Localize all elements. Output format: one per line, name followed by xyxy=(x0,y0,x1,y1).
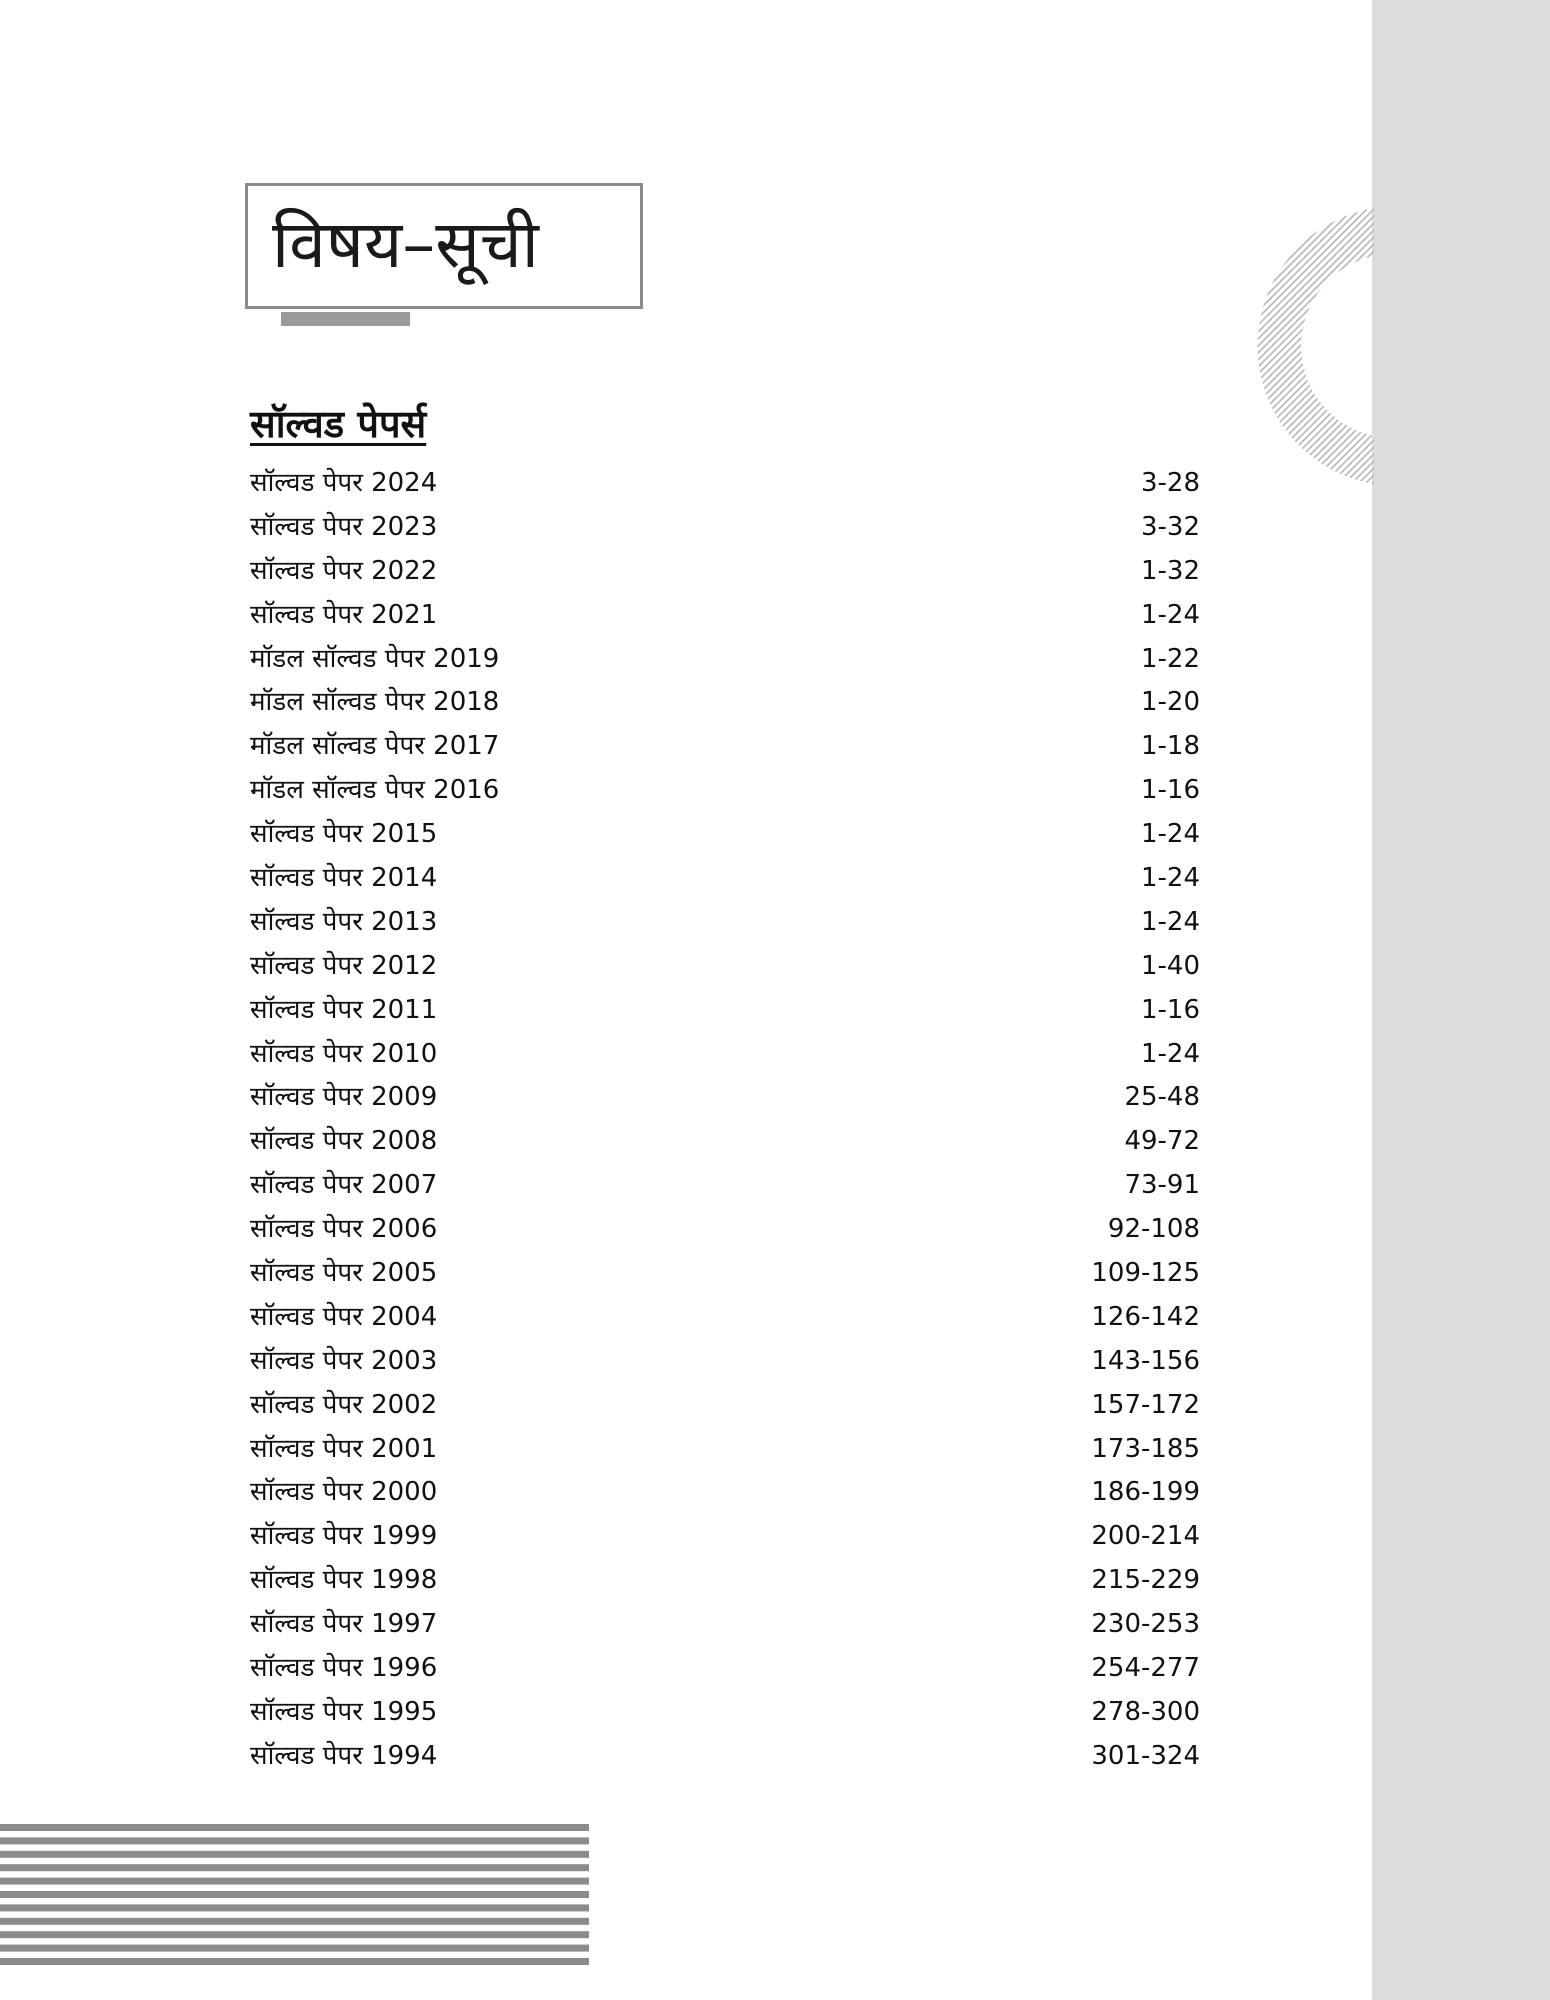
toc-entry xyxy=(250,1164,1200,1208)
toc-entry xyxy=(250,594,1200,638)
toc-entry-label: सॉल्वड पेपर 2015 xyxy=(250,819,438,850)
toc-entry xyxy=(250,1428,1200,1472)
toc-entry xyxy=(250,550,1200,594)
hatched-arc-decoration xyxy=(1228,208,1374,484)
toc-entry-label: सॉल्वड पेपर 2002 xyxy=(250,1389,438,1420)
toc-entry-label: सॉल्वड पेपर 2014 xyxy=(250,863,438,894)
striped-decoration xyxy=(0,1824,589,1972)
toc-entry-pages: 73-91 xyxy=(1124,1170,1200,1201)
toc-entry xyxy=(250,725,1200,769)
toc-entry-pages: 3-32 xyxy=(1140,511,1200,542)
toc-entry-pages: 3-28 xyxy=(1140,468,1200,498)
toc-entry-label: सॉल्वड पेपर 2003 xyxy=(250,1345,438,1376)
toc-entry-label: सॉल्वड पेपर 2021 xyxy=(250,599,438,630)
toc-entry-label: सॉल्वड पेपर 2004 xyxy=(250,1301,438,1332)
toc-entry xyxy=(250,857,1200,901)
toc-entry xyxy=(250,769,1200,813)
toc-entry xyxy=(250,1515,1200,1559)
toc-entry-pages: 230-253 xyxy=(1091,1609,1200,1640)
toc-entry xyxy=(250,901,1200,945)
toc-entry-pages: 200-214 xyxy=(1091,1521,1200,1552)
toc-entry xyxy=(250,1033,1200,1077)
toc-entry-label: सॉल्वड पेपर 2006 xyxy=(250,1214,438,1245)
toc-entry-pages: 301-324 xyxy=(1091,1740,1200,1771)
toc-entry-pages: 126-142 xyxy=(1091,1301,1200,1332)
toc-entry xyxy=(250,1076,1200,1120)
toc-entry-pages: 143-156 xyxy=(1091,1345,1200,1376)
toc-entry xyxy=(250,1208,1200,1252)
toc-entry-pages: 254-277 xyxy=(1091,1653,1200,1684)
toc-entry-label: सॉल्वड पेपर 2001 xyxy=(250,1433,438,1464)
toc-entry xyxy=(250,813,1200,857)
toc-entry xyxy=(250,1120,1200,1164)
toc-entry-label: सॉल्वड पेपर 2022 xyxy=(250,555,438,586)
toc-entry xyxy=(250,1735,1200,1779)
toc-entry-label: मॉडल सॉल्वड पेपर 2018 xyxy=(250,687,500,718)
toc-entry-label: मॉडल सॉल्वड पेपर 2017 xyxy=(250,731,500,762)
side-band xyxy=(1372,0,1550,2000)
toc-entry xyxy=(250,506,1200,550)
toc-entry xyxy=(250,681,1200,725)
toc-entry xyxy=(250,638,1200,682)
toc-entry xyxy=(250,462,1200,506)
toc-entry-pages: 278-300 xyxy=(1091,1696,1200,1727)
toc-entry xyxy=(250,989,1200,1033)
toc-entry-pages: 186-199 xyxy=(1091,1477,1200,1508)
toc-entry-label: सॉल्वड पेपर 1994 xyxy=(250,1740,438,1771)
toc-entry xyxy=(250,1559,1200,1603)
toc-entry-label: सॉल्वड पेपर 2011 xyxy=(250,994,438,1025)
toc-entry-pages: 1-22 xyxy=(1140,643,1200,674)
toc-entry-pages: 1-24 xyxy=(1140,863,1200,894)
toc-entry-label: सॉल्वड पेपर 2009 xyxy=(250,1082,438,1113)
toc-list xyxy=(250,462,1200,1779)
toc-entry-pages: 25-48 xyxy=(1124,1082,1200,1113)
toc-entry-pages: 49-72 xyxy=(1124,1126,1200,1157)
toc-entry-pages: 1-20 xyxy=(1140,687,1200,718)
toc-entry-label: मॉडल सॉल्वड पेपर 2016 xyxy=(250,775,500,806)
toc-entry xyxy=(250,945,1200,989)
toc-entry-pages: 92-108 xyxy=(1107,1214,1200,1245)
toc-entry-label: मॉडल सॉल्वड पेपर 2019 xyxy=(250,643,500,674)
toc-entry-pages: 1-16 xyxy=(1140,775,1200,806)
toc-entry-label: सॉल्वड पेपर 2005 xyxy=(250,1258,438,1289)
toc-entry xyxy=(250,1252,1200,1296)
toc-entry-label: सॉल्वड पेपर 2012 xyxy=(250,950,438,981)
toc-entry-pages: 1-24 xyxy=(1140,599,1200,630)
toc-entry-label: सॉल्वड पेपर 1995 xyxy=(250,1696,438,1727)
toc-entry-label: सॉल्वड पेपर 2008 xyxy=(250,1126,438,1157)
toc-entry-label: सॉल्वड पेपर 1996 xyxy=(250,1653,438,1684)
toc-entry xyxy=(250,1384,1200,1428)
toc-entry-label: सॉल्वड पेपर 1997 xyxy=(250,1609,438,1640)
toc-entry-label: सॉल्वड पेपर 2024 xyxy=(250,468,438,498)
toc-entry-label: सॉल्वड पेपर 2013 xyxy=(250,906,438,937)
toc-entry-label: सॉल्वड पेपर 1998 xyxy=(250,1565,438,1596)
toc-entry xyxy=(250,1471,1200,1515)
toc-entry xyxy=(250,1603,1200,1647)
toc-entry-label: सॉल्वड पेपर 2007 xyxy=(250,1170,438,1201)
toc-entry-label: सॉल्वड पेपर 2023 xyxy=(250,511,438,542)
toc-entry-pages: 157-172 xyxy=(1091,1389,1200,1420)
toc-entry xyxy=(250,1340,1200,1384)
toc-entry-pages: 173-185 xyxy=(1091,1433,1200,1464)
toc-entry-pages: 109-125 xyxy=(1091,1258,1200,1289)
toc-entry xyxy=(250,1296,1200,1340)
toc-entry-label: सॉल्वड पेपर 2000 xyxy=(250,1477,438,1508)
toc-entry-label: सॉल्वड पेपर 2010 xyxy=(250,1038,438,1069)
toc-entry xyxy=(250,1691,1200,1735)
toc-entry-pages: 1-40 xyxy=(1140,950,1200,981)
toc-entry-pages: 1-24 xyxy=(1140,819,1200,850)
page-title: विषय–सूची xyxy=(272,206,539,283)
section-heading: सॉल्वड पेपर्स xyxy=(250,402,427,446)
toc-entry-pages: 1-32 xyxy=(1140,555,1200,586)
title-underline-bar xyxy=(281,312,410,326)
toc-entry-pages: 1-18 xyxy=(1140,731,1200,762)
toc-entry-pages: 215-229 xyxy=(1091,1565,1200,1596)
toc-entry-pages: 1-24 xyxy=(1140,906,1200,937)
title-frame xyxy=(245,183,643,309)
toc-entry-label: सॉल्वड पेपर 1999 xyxy=(250,1521,438,1552)
toc-entry xyxy=(250,1647,1200,1691)
toc-entry-pages: 1-24 xyxy=(1140,1038,1200,1069)
toc-entry-pages: 1-16 xyxy=(1140,994,1200,1025)
